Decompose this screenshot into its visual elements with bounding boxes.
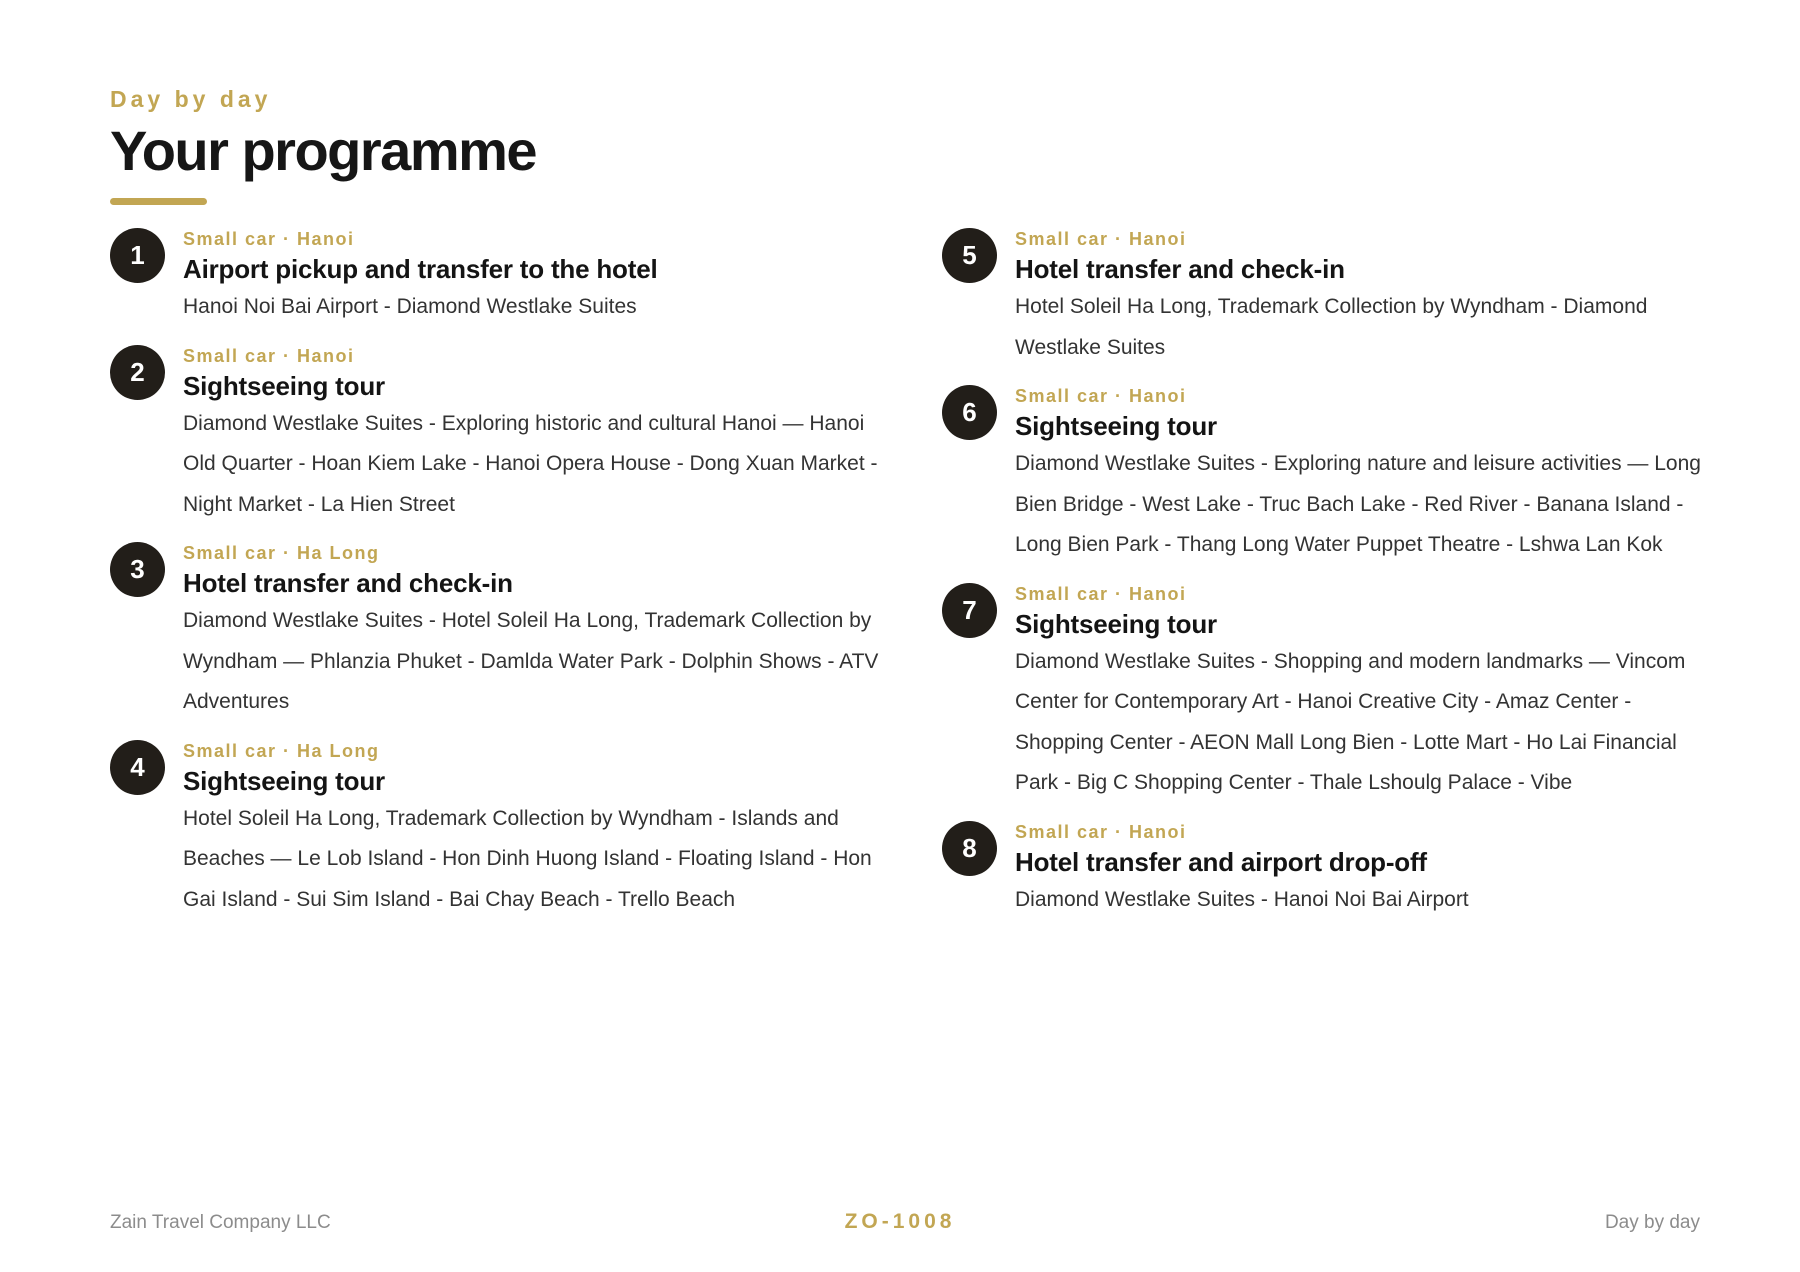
day-title: Airport pickup and transfer to the hotel (183, 254, 658, 284)
day-number-badge: 7 (942, 583, 997, 638)
day-item-4 (110, 738, 880, 921)
day-number-badge: 6 (942, 385, 997, 440)
day-vehicle-location: Small car · Ha Long (183, 740, 380, 761)
day-route: Diamond Westlake Suites - Hotel Soleil Ha Long, Trademark Collection by Wyndham — Phlanzia Phuket - Damlda Water Park - Dolphin Shows - ATV Adventures (183, 609, 879, 713)
title-underline (110, 198, 207, 205)
day-number-badge: 3 (110, 542, 165, 597)
day-number-badge: 1 (110, 228, 165, 283)
page-title: Your programme (110, 119, 537, 182)
day-title: Sightseeing tour (1015, 608, 1217, 639)
day-route: Diamond Westlake Suites - Exploring nature and leisure activities — Long Bien Bridge - West Lake - Truc Bach Lake - Red River - Banana Island - Long Bien Park - Thang Long Water Puppet Theatre - Lshwa Lan Kok (1015, 452, 1701, 556)
footer-reference-code: ZO-1008 (844, 1210, 956, 1233)
day-item-1 (110, 226, 880, 328)
day-number-badge: 5 (942, 228, 997, 283)
day-route: Diamond Westlake Suites - Shopping and modern landmarks — Vincom Center for Contemporary Art - Hanoi Creative City - Amaz Center - Shopping Center - AEON Mall Long Bien - Lotte Mart - Ho Lai Financial Park - Big C Shopping Center - Thale Lshoulg Palace - Vibe (1015, 649, 1686, 794)
day-vehicle-location: Small car · Hanoi (183, 229, 355, 249)
day-vehicle-location: Small car · Hanoi (1015, 229, 1187, 249)
day-route: Hotel Soleil Ha Long, Trademark Collection by Wyndham - Diamond Westlake Suites (1015, 295, 1648, 359)
day-title: Sightseeing tour (183, 765, 385, 796)
day-item-2 (110, 343, 880, 526)
day-number-badge: 2 (110, 345, 165, 400)
day-route: Hotel Soleil Ha Long, Trademark Collection by Wyndham - Islands and Beaches — Le Lob Island - Hon Dinh Huong Island - Floating Island - Hon Gai Island - Sui Sim Island - Bai Chay Beach - Trello Beach (183, 806, 872, 911)
day-vehicle-location: Small car · Hanoi (183, 345, 355, 366)
day-item-6 (942, 383, 1712, 566)
day-item-5 (942, 226, 1712, 368)
footer-section-label: Day by day (1604, 1212, 1700, 1233)
day-route: Diamond Westlake Suites - Exploring historic and cultural Hanoi — Hanoi Old Quarter - Hoan Kiem Lake - Hanoi Opera House - Dong Xuan Market - Night Market - La Hien Street (183, 411, 878, 516)
day-item-3 (110, 540, 880, 723)
day-vehicle-location: Small car · Hanoi (1015, 386, 1187, 406)
day-vehicle-location: Small car · Hanoi (1015, 583, 1187, 604)
footer-company-name: Zain Travel Company LLC (110, 1212, 331, 1233)
section-eyebrow: Day by day (110, 86, 272, 112)
itinerary-column-left (110, 226, 880, 935)
day-item-8 (942, 819, 1712, 921)
day-vehicle-location: Small car · Ha Long (183, 543, 380, 563)
day-item-7 (942, 581, 1712, 804)
day-route: Diamond Westlake Suites - Hanoi Noi Bai Airport (1015, 887, 1469, 911)
day-title: Hotel transfer and check-in (183, 568, 513, 598)
day-title: Sightseeing tour (183, 370, 385, 401)
itinerary-column-right (942, 226, 1712, 935)
day-number-badge: 8 (942, 821, 997, 876)
day-title: Hotel transfer and airport drop-off (1015, 846, 1427, 877)
day-number-badge: 4 (110, 740, 165, 795)
day-route: Hanoi Noi Bai Airport - Diamond Westlake Suites (183, 295, 637, 318)
day-title: Hotel transfer and check-in (1015, 254, 1345, 284)
day-vehicle-location: Small car · Hanoi (1015, 821, 1187, 842)
day-title: Sightseeing tour (1015, 411, 1217, 441)
